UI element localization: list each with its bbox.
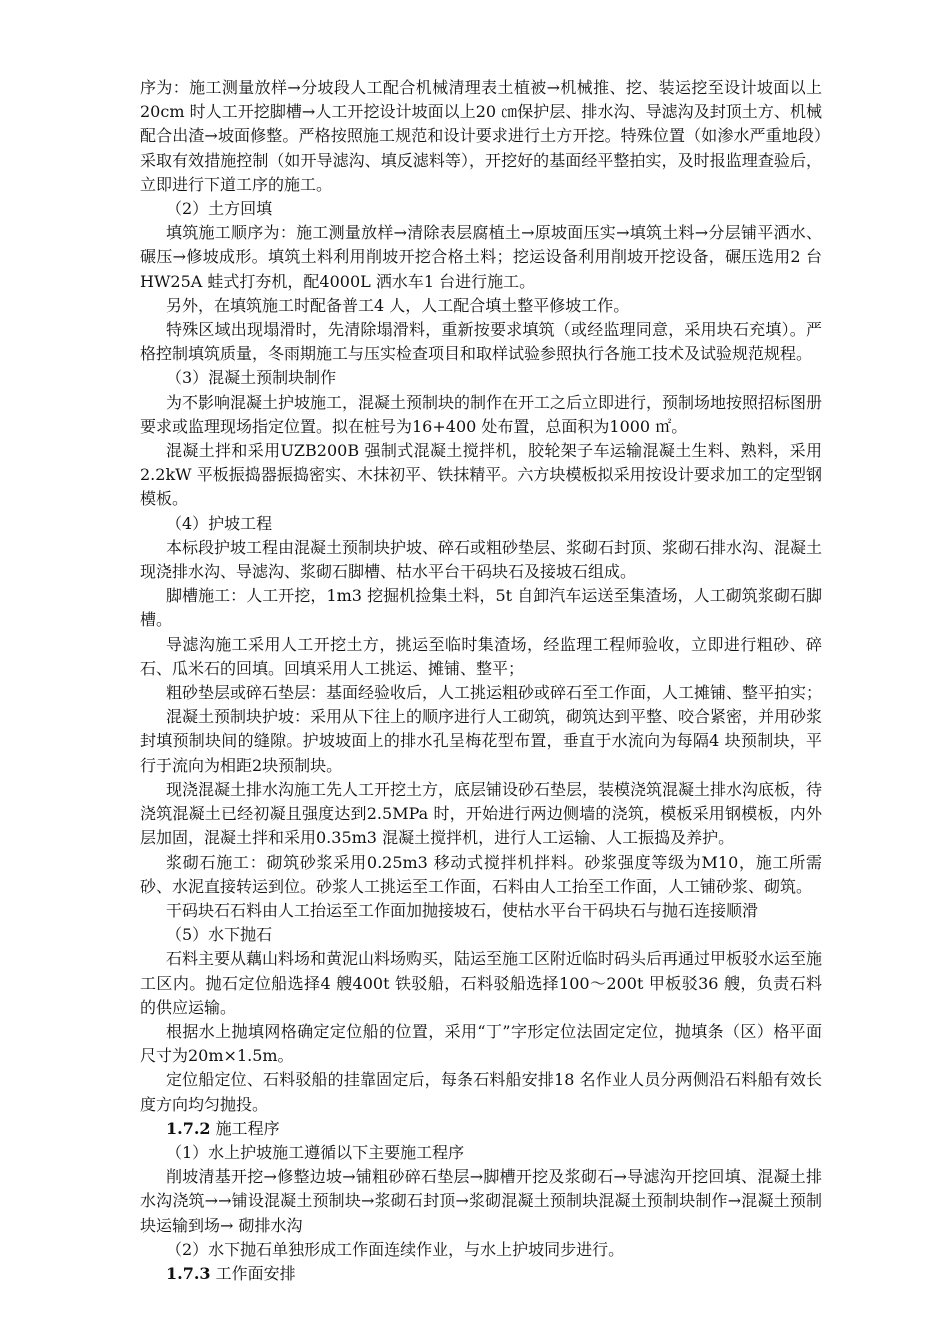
subsection-heading: （2）土方回填 (166, 199, 273, 219)
body-paragraph: 浆砌石施工：砌筑砂浆采用0.25m3 移动式搅拌机拌料。砂浆强度等级为M10，施工所需砂、水泥直接转运到位。砂浆人工挑运至工作面，石料由人工抬至工作面，人工铺砂浆、砌筑。 (140, 852, 822, 896)
body-paragraph: 粗砂垫层或碎石垫层：基面经验收后，人工挑运粗砂或碎石至工作面，人工摊铺、整平拍实； (166, 683, 823, 703)
body-paragraph: 特殊区域出现塌滑时，先清除塌滑料，重新按要求填筑（或经监理同意，采用块石充填）。严格控制填筑质量，冬雨期施工与压实检查项目和取样试验参照执行各施工技术及试验规范规程。 (140, 320, 822, 364)
subsection-heading: （2）水下抛石单独形成工作面连续作业，与水上护坡同步进行。 (166, 1239, 625, 1259)
body-paragraph: 混凝土预制块护坡：采用从下往上的顺序进行人工砌筑，砌筑达到平整、咬合紧密，并用砂浆封填预制块间的缝隙。护坡坡面上的排水孔呈梅花型布置，垂直于水流向为每隔4 块预制块，平行于流向为相距2块预制块。 (140, 707, 823, 775)
body-paragraph: 现浇混凝土排水沟施工先人工开挖土方，底层铺设砂石垫层，装模浇筑混凝土排水沟底板，待浇筑混凝土已经初凝且强度达到2.5MPa 时，开始进行两边侧墙的浇筑，模板采用钢模板，内外层加固，混凝土拌和采用0.35m3 混凝土搅拌机，进行人工运输、人工振捣及养护。 (140, 779, 823, 848)
body-paragraph: 本标段护坡工程由混凝土预制块护坡、碎石或粗砂垫层、浆砌石封顶、浆砌石排水沟、混凝土现浇排水沟、导滤沟、浆砌石脚槽、枯水平台干码块石及接坡石组成。 (140, 537, 823, 582)
body-paragraph: 混凝土拌和采用UZB200B 强制式混凝土搅拌机，胶轮架子车运输混凝土生料、熟料，采用2.2kW 平板振捣器振捣密实、木抹初平、铁抹精平。六方块模板拟采用按设计要求加工的定型钢模板。 (140, 441, 822, 509)
subsection-heading: （1）水上护坡施工遵循以下主要施工程序 (166, 1142, 465, 1162)
section-number: 1.7.2 (166, 1118, 211, 1138)
section-title: 施工程序 (210, 1118, 280, 1138)
section-heading (140, 1117, 822, 1141)
body-paragraph: 干码块石石料由人工抬运至工作面加抛接坡石，使枯水平台干码块石与抛石连接顺滑 (166, 900, 759, 920)
body-paragraph: 脚槽施工：人工开挖，1m3 挖掘机捡集土料，5t 自卸汽车运送至集渣场，人工砌筑浆砌石脚槽。 (140, 586, 822, 630)
section-heading (140, 1262, 822, 1286)
body-paragraph: 削坡清基开挖→修整边坡→铺粗砂碎石垫层→脚槽开挖及浆砌石→导滤沟开挖回填、混凝土排水沟浇筑→→铺设混凝土预制块→浆砌石封顶→浆砌混凝土预制块混凝土预制块制作→混凝土预制块运输到场→ 砌排水沟 (140, 1167, 822, 1235)
body-paragraph: 另外，在填筑施工时配备普工4 人，人工配合填土整平修坡工作。 (166, 295, 630, 315)
body-paragraph: 为不影响混凝土护坡施工，混凝土预制块的制作在开工之后立即进行，预制场地按照招标图册要求或监理现场指定位置。拟在桩号为16+400 处布置，总面积为1000 ㎡。 (140, 392, 823, 436)
body-paragraph: 导滤沟施工采用人工开挖土方，挑运至临时集渣场，经监理工程师验收，立即进行粗砂、碎石、瓜米石的回填。回填采用人工挑运、摊铺、整平； (140, 634, 822, 678)
body-paragraph: 石料主要从藕山料场和黄泥山料场购买，陆运至施工区附近临时码头后再通过甲板驳水运至施工区内。抛石定位船选择4 艘400t 铁驳船，石料驳船选择100～200t 甲板驳36 艘，负责石料的供应运输。 (140, 949, 823, 1017)
subsection-heading: （3）混凝土预制块制作 (166, 368, 337, 388)
body-paragraph: 序为：施工测量放样→分坡段人工配合机械清理表土植被→机械推、挖、装运挖至设计坡面以上20cm 时人工开挖脚槽→人工开挖设计坡面以上20 ㎝保护层、排水沟、导滤沟及封顶土方、机械配合出渣→坡面修整。严格按照施工规范和设计要求进行土方开挖。特殊位置（如渗水严重地段）采取有效措施控制（如开导滤沟、填反滤料等），开挖好的基面经平整拍实，及时报监理查验后，立即进行下道工序的施工。 (140, 78, 822, 194)
subsection-heading: （4）护坡工程 (166, 513, 273, 533)
body-paragraph: 填筑施工顺序为：施工测量放样→清除表层腐植土→原坡面压实→填筑土料→分层铺平洒水、碾压→修坡成形。填筑土料利用削坡开挖合格土料；挖运设备利用削坡开挖设备，碾压选用2 台HW25A 蛙式打夯机，配4000L 洒水车1 台进行施工。 (140, 223, 822, 291)
body-paragraph: 定位船定位、石料驳船的挂靠固定后，每条石料船安排18 名作业人员分两侧沿石料船有效长度方向均匀抛投。 (140, 1070, 822, 1114)
section-number: 1.7.3 (166, 1263, 211, 1283)
document-page (140, 76, 822, 1286)
subsection-heading: （5）水下抛石 (166, 925, 273, 945)
section-title: 工作面安排 (210, 1263, 296, 1283)
body-paragraph: 根据水上抛填网格确定定位船的位置，采用“丁”字形定位法固定定位，抛填条（区）格平面尺寸为20m×1.5m。 (140, 1021, 822, 1066)
